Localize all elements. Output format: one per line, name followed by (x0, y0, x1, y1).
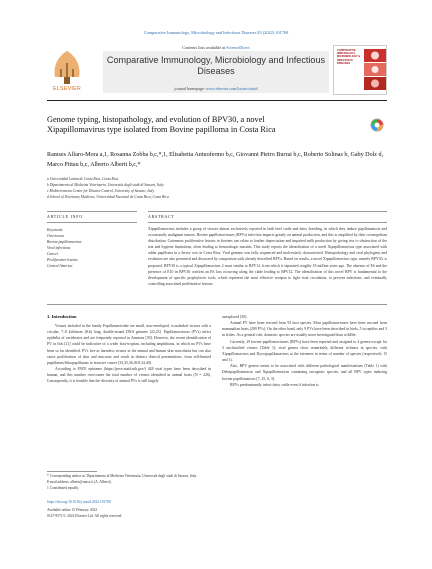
footnote-contributed: 1 Contributed equally. (47, 485, 80, 490)
abstract-text: Xipapillomavirus includes a group of viruses almost exclusively reported in both beef cattle and dairy breeding, in which they induce papillomatosis and occasionally malignant tumors. Bovine papillomaviruses (BPVs) infection impacts greatly on animal production, and this is amplified by their cosmopolitan distribution. Cutaneous proliferative lesions in bovines can relate to leather depreciation and impaired milk production by giving rise to obstruction of the teat and hygiene limitations, often leading to hemorrhagic mastitis. This study reports the identification of a novel Xipapillomavirus type associated with udder papilloma in a Jersey cow in Costa Rica. Viral genome was fully sequenced and molecularly characterized. Histopathology and viral phylogeny and evolution are also presented and discussed by comparison with already described BPVs. Based on results, a novel Xipapillomavirus type, namely BPV30, is proposed. BPV30 is a typical Xipapillomavirus 2 most similar to BPV12, from which it separated roughly 18 million years ago. The absence of E6 and the presence of E10 in BPV30 confirm an E6 loss occurring along the clade leading to BPV12. The identification of this novel BPV is fundamental to the development of specific prophylactic tools, which represent the most effective weapon to fight viral circulation, to prevent infections, and eventually controlling associated proliferative lesions. (148, 227, 387, 286)
footnotes (47, 474, 207, 491)
paragraph: unexplored [30]. (222, 315, 248, 319)
author-list: Ramses Alfaro-Mora a,1, Rosanna Zobba b,c,*,1, Elisabetta Antuofermo b,c, Giovanni Pietro Burrai b,c, Roberto Solinas b, Gaby Dolz d, Marco Pittau b,c, Alberto Alberti b,c,* (47, 152, 384, 169)
affiliation-c: c Mediterranean Center for Disease Control, University of Sassari, Italy (47, 189, 155, 193)
paragraph: Animal PV have been rescued from 93 host species. Most papillomaviruses have been rescued from mammalian hosts (209 PVs). On the other hand, only 9 PVs have been described in birds, 5 in reptiles and 3 in fishes. As a general rule, domestic species are usually more investigated than wildlife. (222, 321, 387, 338)
journal-title: Comparative Immunology, Microbiology and Infectious Diseases (106, 55, 326, 76)
article-info-label: ARTICLE INFO (47, 215, 83, 219)
journal-cover (333, 45, 387, 95)
elsevier-logo (47, 47, 87, 93)
publisher-name: ELSEVIER (53, 86, 81, 92)
title-line-1: Genome typing, histopathology, and evolution of BPV30, a novel (47, 115, 265, 124)
paragraph: According to PAVE episteme (https://pave.niaid.nih.gov/) 448 viral types have been described in human, and this number overcomes the total number of viruses identified in animal hosts (N = 226). Consequently, it is feasible that the diversity of animal PVs is still largely (47, 367, 211, 384)
section-heading-introduction: 1. Introduction (47, 314, 77, 319)
homepage-prefix: journal homepage: (174, 86, 207, 91)
header-rule (47, 100, 387, 102)
affiliation-a: a Universidad Latina de Costa Rica, Costa Rica (47, 177, 119, 181)
doi-block (47, 500, 227, 519)
cover-title: COMPARATIVE IMMUNOLOGY, MICROBIOLOGY & INFECTIOUS DISEASES (337, 49, 361, 65)
journal-homepage (103, 86, 329, 91)
affiliation-d: d School of Veterinary Medicine, Universidad Nacional de Costa Rica, Costa Rica (47, 195, 169, 199)
keyword-item: Bovine papillomavirus (47, 240, 82, 244)
footnote-email: E-mail address: alberti@uniss.it (A. Alberti). (47, 479, 112, 484)
affiliation-b: b Dipartimento di Medicina Veterinaria, Università degli studi di Sassari, Italy (47, 183, 164, 187)
doi-link[interactable]: https://doi.org/10.1016/j.cimid.2022.101768 (47, 500, 111, 504)
intro-column-left (47, 323, 211, 385)
check-for-updates-icon[interactable] (370, 118, 384, 132)
keywords-label: Keywords: (47, 228, 64, 232)
running-head: Comparative Immunology, Microbiology and Infectious Diseases 83 (2022) 101768 (143, 30, 289, 35)
sciencedirect-link[interactable]: ScienceDirect (226, 45, 250, 50)
keyword-item: Proliferative lesions (47, 258, 78, 262)
keyword-item: Ovoviruses (47, 234, 65, 238)
abstract-label: ABSTRACT (148, 215, 175, 219)
keyword-item: Viral infections (47, 246, 71, 250)
title-line-2: Xipapillomavirus type isolated from Bovine papilloma in Costa Rica (47, 125, 276, 135)
contents-prefix: Contents lists available at (182, 45, 227, 50)
keywords-block (47, 227, 137, 269)
homepage-link[interactable]: www.elsevier.com/locate/cimid (206, 86, 258, 91)
contents-line (103, 45, 329, 50)
paragraph: Currently, 29 bovine papillomaviruses (BPVs) have been reported and assigned to 4 genera except for 3 unclassified viruses (Table 1); viral genera show remarkably different richness in species, with Xipapillomavirus and Dyoxipapillomavirus at the extremes in terms of number of species (respectively 15 and 1). (222, 339, 387, 363)
paragraph: Also, BPV genera seems to be associated with different pathological manifestations (Table 1) with Deltapapillomavirus and Xipapillomavirus containing oncogenic species, and all BPV types inducing bovine papillomatosis [7, 25, 6, 3]. (222, 364, 387, 381)
online-date: Available online 13 February 2022 (47, 507, 98, 512)
intro-column-right (222, 314, 387, 388)
paragraph: Viruses included in the family Papillomaviridae are small, non-enveloped, icosahedral viruses with a circular, 7–8 kilobases (Kb) long, double-strand DNA genome [22,23]. Papillomaviruses (PVs) infect epithelia of vertebrates and are frequently reported in Amniota [30]. However, the recent identification of PV in fish [21] could be indicative of a wider host-tropism, including amphibians, in which no PVs have been so far identified. PVs live as harmless viruses in the animal and human skin microbiota but can also cause proliferation of skin and mucosae and result in distinct clinical presentations, from self-limited papillomas/fibropapillomas to invasive cancer [33,35,36,39,8,34,40]. (47, 324, 211, 365)
article-title (47, 115, 367, 135)
footnote-corresponding: * Corresponding author at: Dipartimento di Medicina Veterinaria, Università degli studi di Sassari, Italy. (47, 474, 198, 478)
paragraph: BPVs predominantly infect dairy cattle even if infection is (230, 382, 319, 387)
copyright: 0147-9571/© 2022 Elsevier Ltd. All rights reserved. (47, 513, 123, 518)
keyword-item: Central America (47, 264, 73, 268)
keyword-item: Cancer (47, 252, 59, 256)
affiliations (47, 176, 387, 200)
